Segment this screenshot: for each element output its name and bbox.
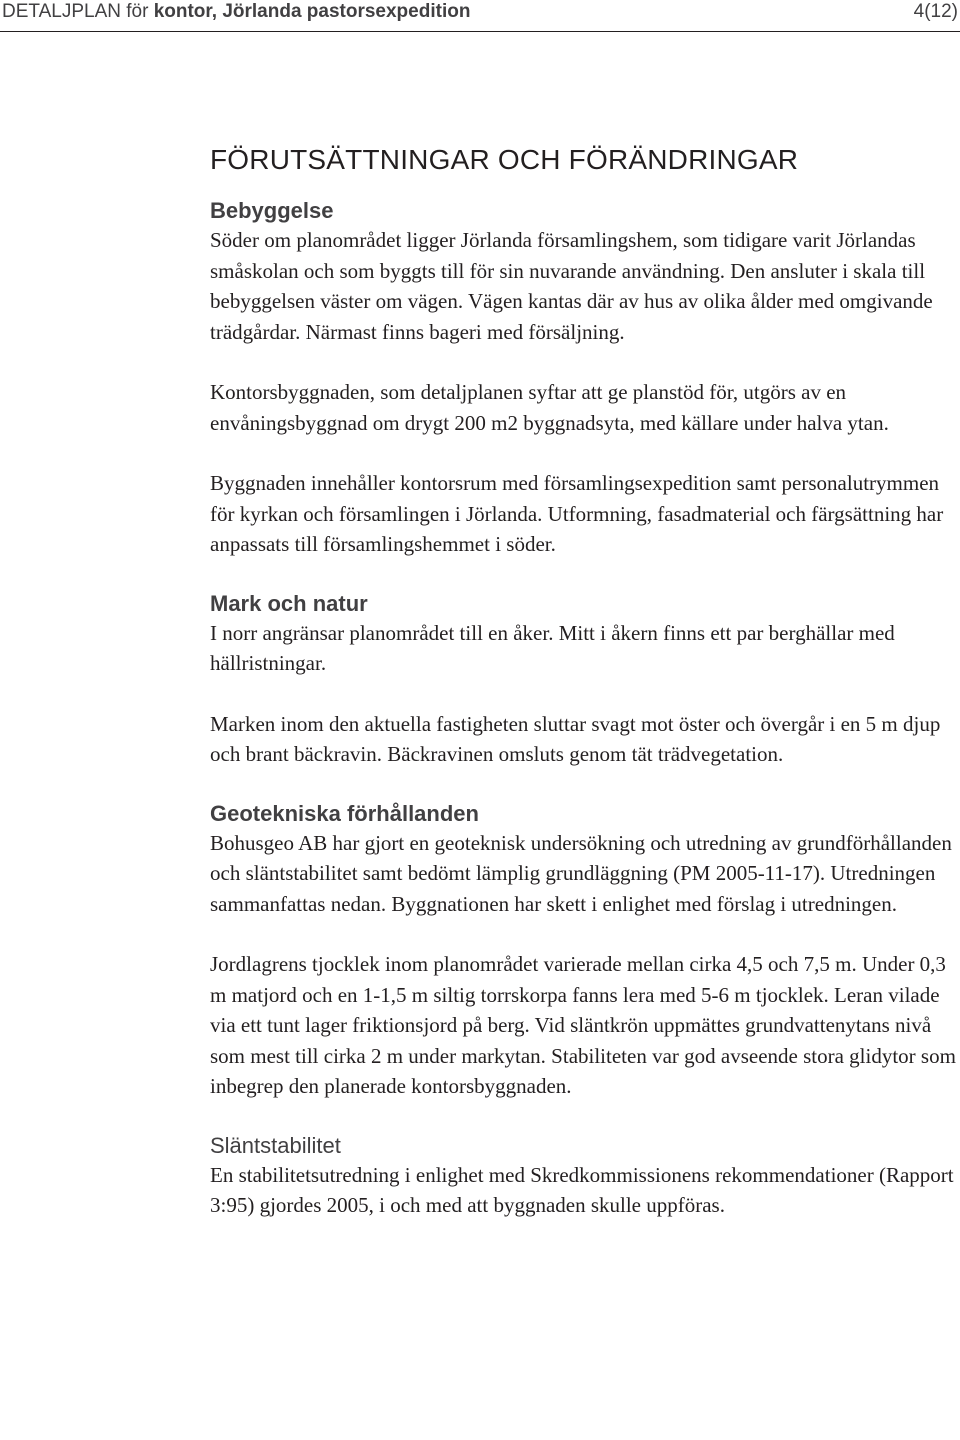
page-header: [0, 0, 960, 32]
document-type: DETALJPLAN för: [2, 1, 149, 22]
heading-geotekniska-forhallanden: Geotekniska förhållanden: [210, 800, 479, 826]
chapter-title: FÖRUTSÄTTNINGAR OCH FÖRÄNDRINGAR: [210, 144, 799, 175]
heading-slantstabilitet: Släntstabilitet: [210, 1132, 341, 1158]
document-name: kontor, Jörlanda pastorsexpedition: [153, 1, 471, 22]
paragraph: Marken inom den aktuella fastigheten sluttar svagt mot öster och övergår i en 5 m djup och brant bäckravin. Bäckravinen omsluts genom tät trädvegetation.: [210, 711, 941, 766]
page-content: [210, 130, 960, 1221]
paragraph: Bohusgeo AB har gjort en geoteknisk undersökning och utredning av grundförhållanden och släntstabilitet samt bedömt lämplig grundläggning (PM 2005-11-17). Utredningen sammanfattas nedan. Byggnationen har skett i enlighet med förslag i utredningen.: [210, 830, 952, 916]
heading-bebyggelse: Bebyggelse: [210, 198, 334, 223]
paragraph: I norr angränsar planområdet till en åker. Mitt i åkern finns ett par berghällar med hällristningar.: [210, 620, 895, 675]
header-rule: [0, 31, 960, 32]
paragraph: Kontorsbyggnaden, som detaljplanen syftar att ge planstöd för, utgörs av en envåningsbyggnad om drygt 200 m2 byggnadsyta, med källare under halva ytan.: [210, 380, 889, 435]
paragraph: Jordlagrens tjocklek inom planområdet varierade mellan cirka 4,5 och 7,5 m. Under 0,3 m matjord och en 1-1,5 m siltig torrskorpa fanns lera med 5-6 m tjocklek. Leran vilade via ett tunt lager friktionsjord på berg. Vid släntkrön uppmättes grundvattenytans nivå som mest till cirka 2 m under markytan. Stabiliteten var god avseende stora glidytor som inbegrep den planerade kontorsbyggnaden.: [210, 952, 956, 1098]
paragraph: Söder om planområdet ligger Jörlanda församlingshem, som tidigare varit Jörlandas småskolan och som byggts till för sin nuvarande användning. Den ansluter i skala till bebyggelsen väster om vägen. Vägen kantas där av hus av olika ålder med omgivande trädgårdar. Närmast finns bageri med försäljning.: [210, 228, 933, 344]
heading-mark-och-natur: Mark och natur: [210, 590, 368, 616]
page-number: 4(12): [913, 1, 958, 22]
document-title: [2, 1, 470, 23]
paragraph: Byggnaden innehåller kontorsrum med församlingsexpedition samt personalutrymmen för kyrkan och församlingen i Jörlanda. Utformning, fasadmaterial och färgsättning har anpassats till församlingshemmet i söder.: [210, 471, 944, 556]
paragraph: En stabilitetsutredning i enlighet med Skredkommissionens rekommendationer (Rapport 3:95) gjordes 2005, i och med att byggnaden skulle uppföras.: [210, 1162, 954, 1217]
